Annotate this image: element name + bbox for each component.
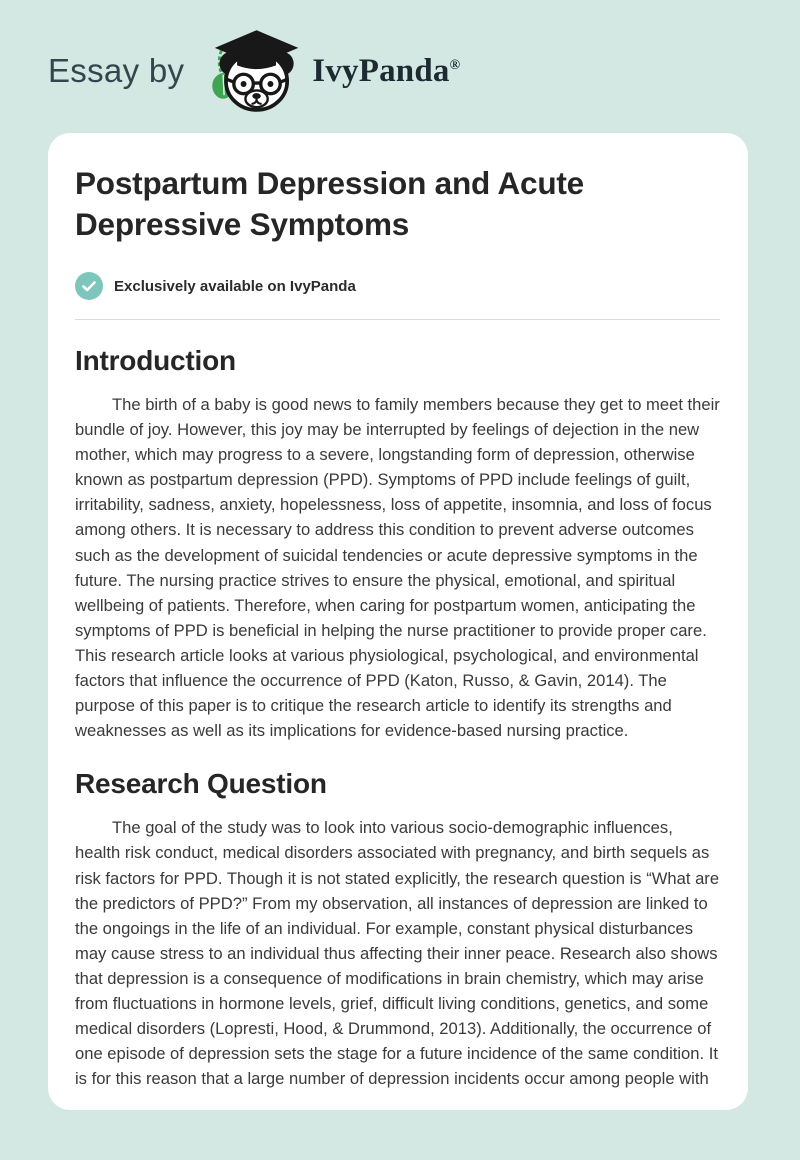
section-heading: Introduction <box>75 345 236 376</box>
brand-name: IvyPanda <box>312 52 450 89</box>
essay-by-label: Essay by <box>48 52 185 89</box>
divider <box>75 319 720 320</box>
section-paragraph: The birth of a baby is good news to family members because they get to meet their bundle of joy. However, this joy may be interrupted by feelings of dejection in the new mother, which may progress to a severe, longstanding form of depression, otherwise known as postpartum depression (PPD). Symptoms of PPD include feelings of guilt, irritability, sadness, anxiety, hopelessness, loss of appetite, insomnia, and loss of focus among others. It is necessary to address this condition to prevent adverse outcomes such as the development of suicidal tendencies or acute depressive symptoms in the future. The nursing practice strives to ensure the physical, emotional, and spiritual wellbeing of patients. Therefore, when caring for postpartum women, anticipating the symptoms of PPD is beneficial in helping the nurse practitioner to provide proper care. This research article looks at various physiological, psychological, and environmental factors that influence the occurrence of PPD (Katon, Russo, & Gavin, 2014). The purpose of this paper is to critique the research article to identify its strengths and weaknesses as well as its implications for evidence-based nursing practice. <box>75 395 720 741</box>
check-icon <box>75 272 103 300</box>
page-title: Postpartum Depression and Acute Depressive Symptoms <box>75 165 584 242</box>
registered-trademark-symbol: ® <box>449 57 461 73</box>
section-introduction <box>75 345 720 743</box>
section-paragraph: The goal of the study was to look into various socio-demographic influences, health risk conduct, medical disorders associated with pregnancy, and birth sequels as risk factors for PPD. Though it is not stated explicitly, the research question is “What are the predictors of PPD?” From my observation, all instances of depression are linked to the ongoings in the life of an individual. For example, constant physical disturbances may cause stress to an individual thus affecting their inner peace. Research also shows that depression is a consequence of modifications in brain chemistry, which may arise from fluctuations in hormone levels, grief, difficult living conditions, genetics, and some medical disorders (Lopresti, Hood, & Drummond, 2013). Additionally, the occurrence of one episode of depression sets the stage for a future incidence of the same condition. It is for this reason that a large number of depression incidents occur among people with <box>75 818 720 1089</box>
panda-graduate-icon[interactable] <box>200 28 302 114</box>
brand-logotype[interactable] <box>312 53 460 90</box>
section-research-question <box>75 768 720 1091</box>
site-header <box>48 28 800 114</box>
availability-badge <box>75 272 720 300</box>
essay-card <box>48 133 748 1110</box>
availability-note: Exclusively available on IvyPanda <box>114 277 356 295</box>
section-heading: Research Question <box>75 768 327 800</box>
